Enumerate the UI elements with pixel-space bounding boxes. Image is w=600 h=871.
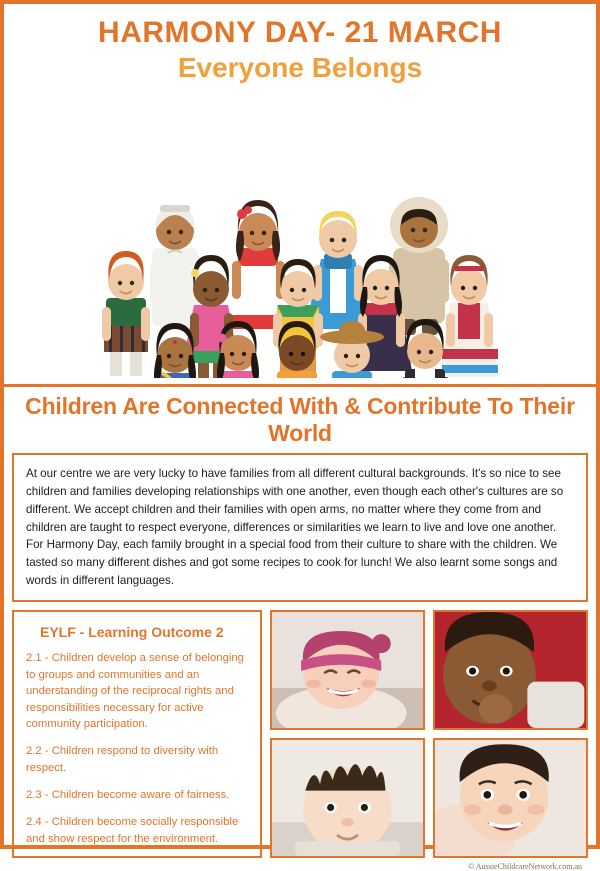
photo-grid — [270, 610, 588, 858]
photo-baby-with-hand-in-mouth — [433, 610, 588, 730]
children-illustration-svg — [10, 93, 590, 378]
page-subtitle: Everyone Belongs — [177, 52, 423, 83]
section-title: Children Are Connected With & Contribute To Their World — [25, 392, 575, 446]
poster-header — [4, 4, 596, 89]
children-of-the-world-illustration — [10, 93, 590, 378]
lower-section — [12, 610, 588, 858]
page-title: HARMONY DAY- 21 MARCH — [98, 16, 502, 49]
eylf-outcome-item-3: 2.3 - Children become aware of fairness. — [26, 789, 230, 801]
eylf-outcome-box — [12, 610, 262, 858]
photo-baby-with-spiky-hair — [270, 738, 425, 858]
eylf-outcome-title: EYLF - Learning Outcome 2 — [40, 624, 224, 641]
photo-baby-in-pink-beanie — [270, 610, 425, 730]
child-figure-arab — [150, 205, 200, 326]
eylf-outcome-item-1: 2.1 - Children develop a sense of belonging to groups and communities and an understanding of the reciprocal rights and responsibilities necessary for active community participation. — [26, 652, 244, 730]
footer-credit: © AussieChildcareNetwork.com.au — [468, 862, 582, 871]
child-figure-scottish — [102, 251, 150, 376]
photo-smiling-toddler — [433, 738, 588, 858]
eylf-outcome-item-4: 2.4 - Children become socially responsible and show respect for the environment. — [26, 816, 239, 845]
narrative-text-box: At our centre we are very lucky to have families from all different cultural backgrounds. It's so nice to see children and families developing relationships with one another, even though each other's cultures are so different. We accept children and their families with open arms, no matter where they come from and children are taught to respect everyone, differences or similarities we learn to live and love one another. For Harmony Day, each family brought in a special food from their culture to share with the children. We tasted so many different dishes and got some recipes to cook for lunch! We also learnt some songs and words in different languages. — [12, 453, 588, 603]
eylf-outcome-item-2: 2.2 - Children respond to diversity with respect. — [26, 745, 219, 774]
